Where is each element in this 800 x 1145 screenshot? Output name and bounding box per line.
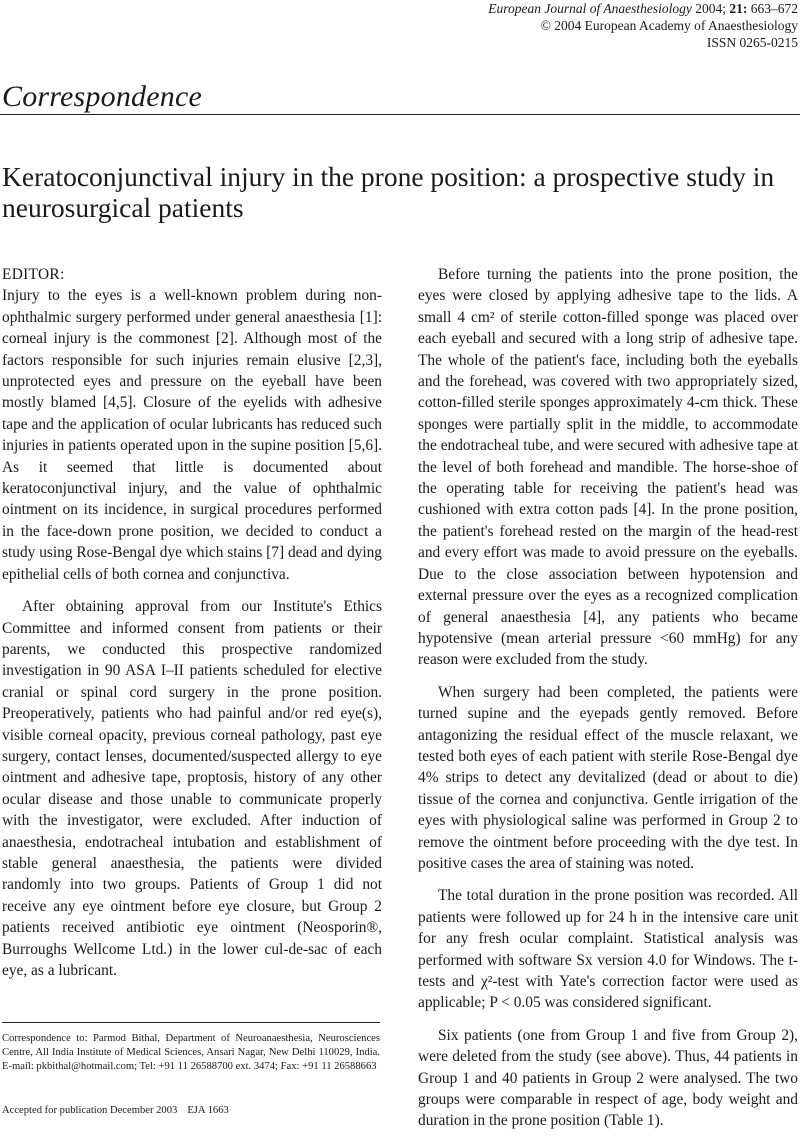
right-column xyxy=(418,264,798,1132)
copyright-line: © 2004 European Academy of Anaesthesiology xyxy=(540,18,798,33)
article-title: Keratoconjunctival injury in the prone position: a prospective study in neurosurgical patients xyxy=(2,161,775,223)
footnote-divider xyxy=(2,1022,380,1023)
issn-line: ISSN 0265-0215 xyxy=(706,35,798,50)
body-paragraph: Six patients (one from Group 1 and five from Group 2), were deleted from the study (see above). Thus, 44 patients in Group 1 and 40 patients in Group 2 were analysed. The two groups were comparable in respect of age, body weight and duration in the prone position (Table 1). xyxy=(418,1026,798,1130)
correspondence-footnote: Correspondence to: Parmod Bithal, Department of Neuroanaesthesia, Neurosciences Centre, All India Institute of Medical Sciences, Ansari Nagar, New Delhi 110029, India. E-mail: pkbithal@hotmail.com; Tel: +91 11 26588700 ext. 3474; Fax: +91 11 26588663 xyxy=(2,1033,380,1073)
journal-header xyxy=(488,0,798,51)
journal-citation xyxy=(488,0,798,17)
body-paragraph: When surgery had been completed, the patients were turned supine and the eyepads gently removed. Before antagonizing the residual effect of the muscle relaxant, we tested both eyes of each patient with sterile Rose-Bengal dye 4% strips to detect any devitalized (dead or about to die) tissue of the cornea and conjunctiva. Gentle irrigation of the eyes with physiological saline was performed in Group 2 to remove the ointment before proceeding with the dye test. In positive cases the area of staining was noted. xyxy=(418,683,798,872)
section-title: Correspondence xyxy=(2,80,202,113)
accepted-date: Accepted for publication December 2003 xyxy=(2,1105,178,1116)
journal-pages: 663–672 xyxy=(750,1,798,16)
left-column xyxy=(2,264,382,981)
body-paragraph: The total duration in the prone position was recorded. All patients were followed up for 24 h in the intensive care unit for any fresh ocular complaint. Statistical analysis was performed with software Sx version 4.0 for Windows. The t-tests and χ²-test with Yate's correction factor were used as applicable; P < 0.05 was considered significant. xyxy=(418,887,798,1012)
journal-year: 2004; xyxy=(695,1,726,16)
body-paragraph: Before turning the patients into the prone position, the eyes were closed by applying adhesive tape to the lids. A small 4 cm² of sterile cotton-filled sponge was placed over each eyeball and secured with a long strip of adhesive tape. The whole of the patient's face, including both the eyeballs and the forehead, was covered with two appropriately sized, cotton-filled sterile sponges approximately 4-cm thick. These sponges were partially split in the middle, to accommodate the endotracheal tube, and were secured with adhesive tape at the level of both forehead and mandible. The horse-shoe of the operating table for receiving the patient's head was cushioned with extra cotton pads [4]. In the prone position, the patient's forehead rested on the margin of the head-rest and every effort was made to avoid pressure on the eyeballs. Due to the close association between hypotension and external pressure over the eyes as a recognized complication of general anaesthesia [4], any patients who became hypotensive (mean arterial pressure <60 mmHg) for any reason were excluded from the study. xyxy=(418,266,798,669)
section-divider xyxy=(0,114,800,115)
eja-code: EJA 1663 xyxy=(187,1105,229,1116)
journal-name: European Journal of Anaesthesiology xyxy=(488,1,692,16)
journal-volume: 21: xyxy=(729,1,748,16)
editor-label: EDITOR: xyxy=(2,266,65,283)
body-paragraph: After obtaining approval from our Institute's Ethics Committee and informed consent from patients or their parents, we conducted this prospective randomized investigation in 90 ASA I–II patients scheduled for elective cranial or spinal cord surgery in the prone position. Preoperatively, patients who had painful and/or red eye(s), visible corneal opacity, previous corneal pathology, past eye surgery, contact lenses, documented/suspected allergy to eye ointment and adhesive tape, proptosis, history of any other ocular disease and those unable to communicate properly with the investigator, were excluded. After induction of anaesthesia, endotracheal intubation and establishment of stable general anaesthesia, the patients were divided randomly into two groups. Patients of Group 1 did not receive any eye ointment before eye closure, but Group 2 patients received antibiotic eye ointment (Neosporin®, Burroughs Wellcome Ltd.) in the lower cul-de-sac of each eye, as a lubricant. xyxy=(2,598,382,979)
body-paragraph: Injury to the eyes is a well-known problem during non-ophthalmic surgery performed under general anaesthesia [1]: corneal injury is the commonest [2]. Although most of the factors responsible for such injuries remain elusive [2,3], unprotected eyes and pressure on the eyeball have been mostly blamed [4,5]. Closure of the eyelids with adhesive tape and the application of ocular lubricants has reduced such injuries in patients operated upon in the supine position [5,6]. As it seemed that little is documented about keratoconjunctival injury, and the value of ophthalmic ointment on its incidence, in surgical procedures performed in the face-down prone position, we decided to conduct a study using Rose-Bengal dye which stains [7] dead and dying epithelial cells of both cornea and conjunctiva. xyxy=(2,287,383,583)
acceptance-line xyxy=(2,1104,229,1118)
